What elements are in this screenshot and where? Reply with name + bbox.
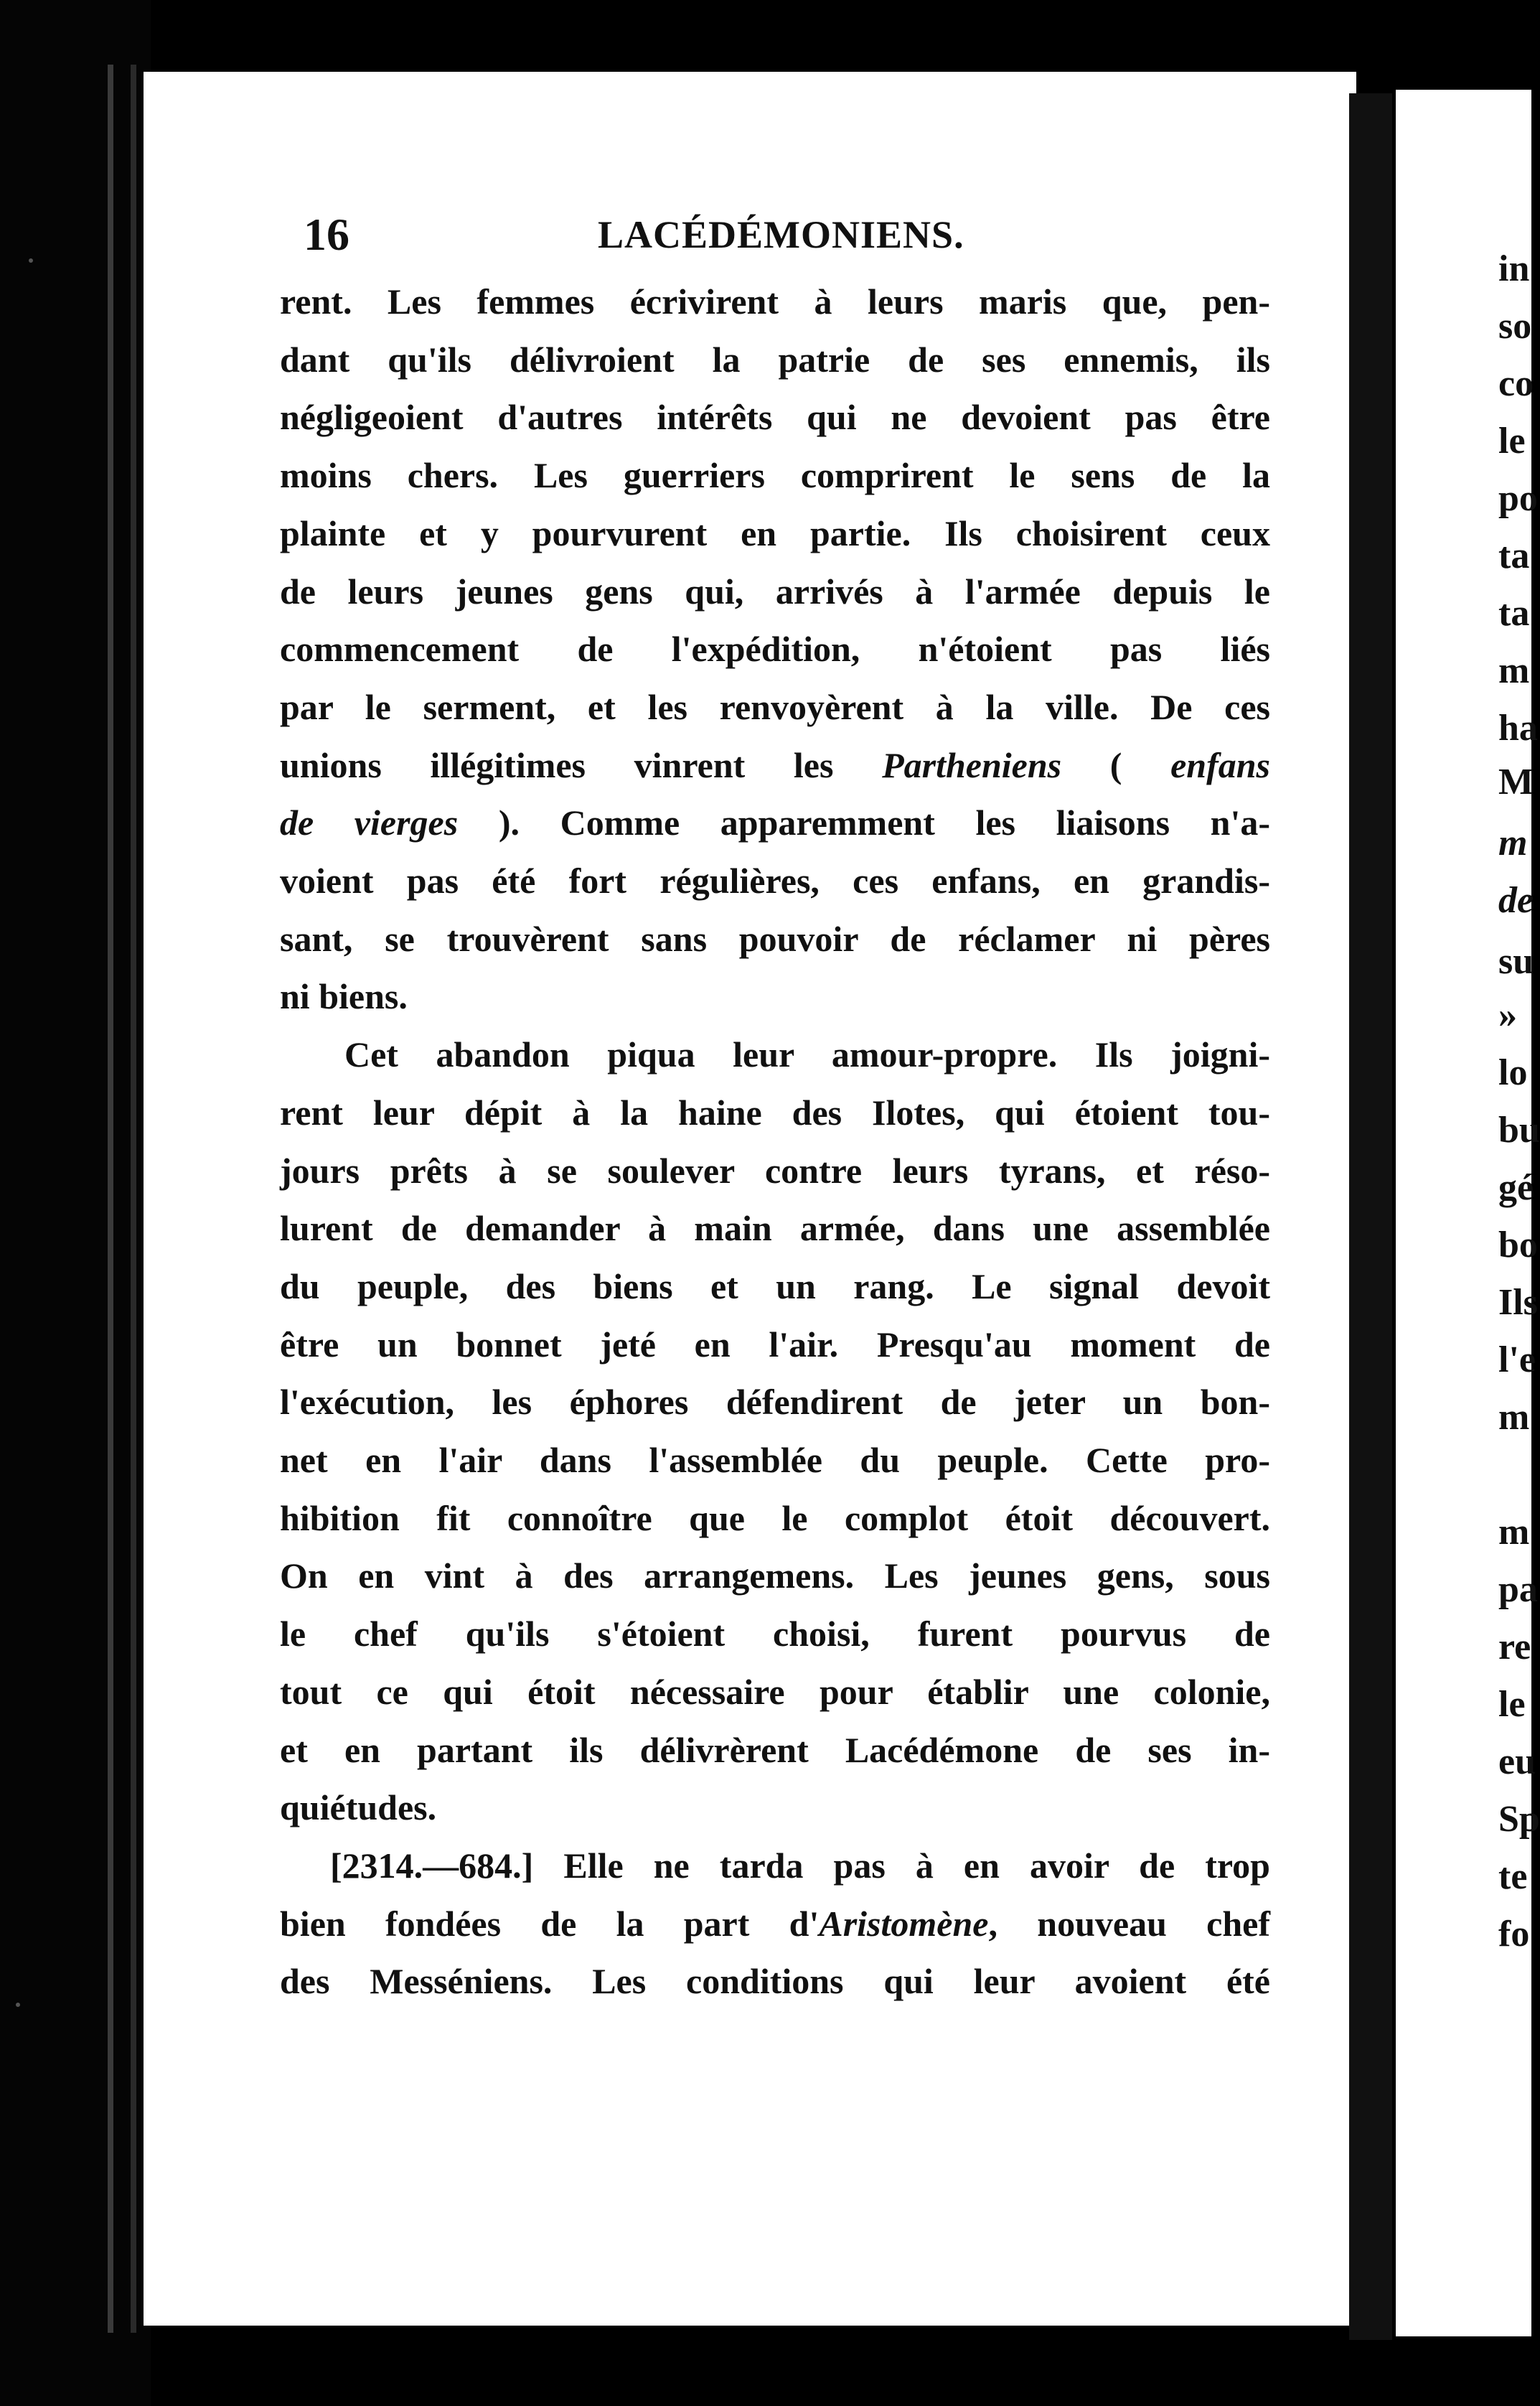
next-page-word-fragment: bu (1498, 1110, 1540, 1151)
text-line: tout ce qui étoit nécessaire pour établir une colonie, (280, 1671, 1270, 1712)
adjacent-page-fragment (1396, 90, 1540, 2336)
text-line: bien fondées de la part d'Aristomène, nouveau chef (280, 1903, 1270, 1944)
scan-speck (16, 2003, 20, 2007)
text-line: de leurs jeunes gens qui, arrivés à l'armée depuis le (280, 571, 1270, 612)
next-page-word-fragment: Sp (1498, 1799, 1540, 1840)
text-line: sant, se trouvèrent sans pouvoir de réclamer ni pères (280, 918, 1270, 959)
next-page-word-fragment: ta (1498, 593, 1530, 634)
text-line: l'exécution, les éphores défendirent de jeter un bon- (280, 1382, 1270, 1423)
text-line: ni biens. (280, 976, 408, 1017)
text-line: des Messéniens. Les conditions qui leur avoient été (280, 1961, 1270, 2002)
text-line: unions illégitimes vinrent les Partheniens ( enfans (280, 744, 1270, 785)
text-line: plainte et y pourvurent en partie. Ils choisirent ceux (280, 512, 1270, 553)
text-line: commencement de l'expédition, n'étoient pas liés (280, 629, 1270, 670)
next-page-word-fragment: fo (1498, 1914, 1530, 1955)
text-line: négligeoient d'autres intérêts qui ne devoient pas être (280, 397, 1270, 438)
next-page-word-fragment: M (1498, 762, 1534, 802)
text-line: moins chers. Les guerriers comprirent le sens de la (280, 455, 1270, 496)
next-page-word-fragment: de (1498, 880, 1534, 921)
text-line: lurent de demander à main armée, dans une assemblée (280, 1208, 1270, 1249)
next-page-word-fragment: m (1498, 823, 1528, 863)
binding-edge (108, 65, 113, 2333)
page-fold-shadow (1349, 93, 1392, 2340)
text-line: dant qu'ils délivroient la patrie de ses ennemis, ils (280, 339, 1270, 380)
next-page-word-fragment: » (1498, 995, 1517, 1036)
text-line: par le serment, et les renvoyèrent à la ville. De ces (280, 686, 1270, 727)
next-page-word-fragment: m (1498, 1512, 1530, 1553)
next-page-word-fragment: pa (1498, 1569, 1538, 1610)
next-page-word-fragment: lo (1498, 1052, 1528, 1093)
next-page-word-fragment: co (1498, 363, 1534, 404)
text-line: le chef qu'ils s'étoient choisi, furent pourvus de (280, 1614, 1270, 1654)
page-number: 16 (304, 209, 349, 260)
text-line: rent leur dépit à la haine des Ilotes, qui étoient tou- (280, 1092, 1270, 1133)
text-line: rent. Les femmes écrivirent à leurs maris que, pen- (280, 281, 1270, 322)
next-page-word-fragment: re (1498, 1626, 1531, 1667)
page-header (304, 208, 1258, 266)
text-line: du peuple, des biens et un rang. Le signal devoit (280, 1265, 1270, 1306)
paragraph-start-line: [2314.—684.] Elle ne tarda pas à en avoir de trop (330, 1845, 1270, 1886)
running-title: LACÉDÉMONIENS. (598, 213, 964, 256)
next-page-word-fragment: m (1498, 1397, 1530, 1438)
next-page-word-fragment: le (1498, 421, 1526, 462)
binding-edge (131, 65, 136, 2333)
binding-gutter (0, 0, 151, 2406)
next-page-word-fragment: bo (1498, 1225, 1538, 1265)
text-line: net en l'air dans l'assemblée du peuple. Cette pro- (280, 1440, 1270, 1481)
next-page-word-fragment: ha (1498, 708, 1538, 749)
text-line: quiétudes. (280, 1787, 437, 1828)
next-page-word-fragment: m (1498, 650, 1530, 691)
text-line: de vierges ). Comme apparemment les liaisons n'a- (280, 802, 1271, 843)
next-page-word-fragment: ta (1498, 535, 1530, 576)
next-page-word-fragment: Ils (1498, 1282, 1538, 1323)
text-line: et en partant ils délivrèrent Lacédémone de ses in- (280, 1729, 1270, 1770)
next-page-word-fragment: l'e (1498, 1339, 1536, 1380)
next-page-word-fragment: so (1498, 306, 1532, 347)
next-page-word-fragment: le (1498, 1684, 1526, 1725)
text-line: jours prêts à se soulever contre leurs tyrans, et réso- (280, 1150, 1270, 1191)
next-page-word-fragment: gé (1498, 1167, 1534, 1208)
text-line: On en vint à des arrangemens. Les jeunes gens, sous (280, 1555, 1270, 1596)
next-page-word-fragment: in (1498, 248, 1530, 289)
text-line: hibition fit connoître que le complot étoit découvert. (280, 1497, 1270, 1538)
next-page-word-fragment: eu (1498, 1741, 1536, 1782)
next-page-word-fragment: su (1498, 941, 1534, 982)
text-line: être un bonnet jeté en l'air. Presqu'au moment de (280, 1324, 1270, 1365)
next-page-word-fragment: po (1498, 478, 1538, 519)
text-line: voient pas été fort régulières, ces enfans, en grandis- (280, 861, 1270, 902)
body-text (280, 273, 1270, 2011)
paragraph-start-line: Cet abandon piqua leur amour-propre. Ils joigni- (344, 1034, 1270, 1075)
next-page-word-fragment: te (1498, 1856, 1528, 1897)
scan-speck (29, 258, 33, 263)
